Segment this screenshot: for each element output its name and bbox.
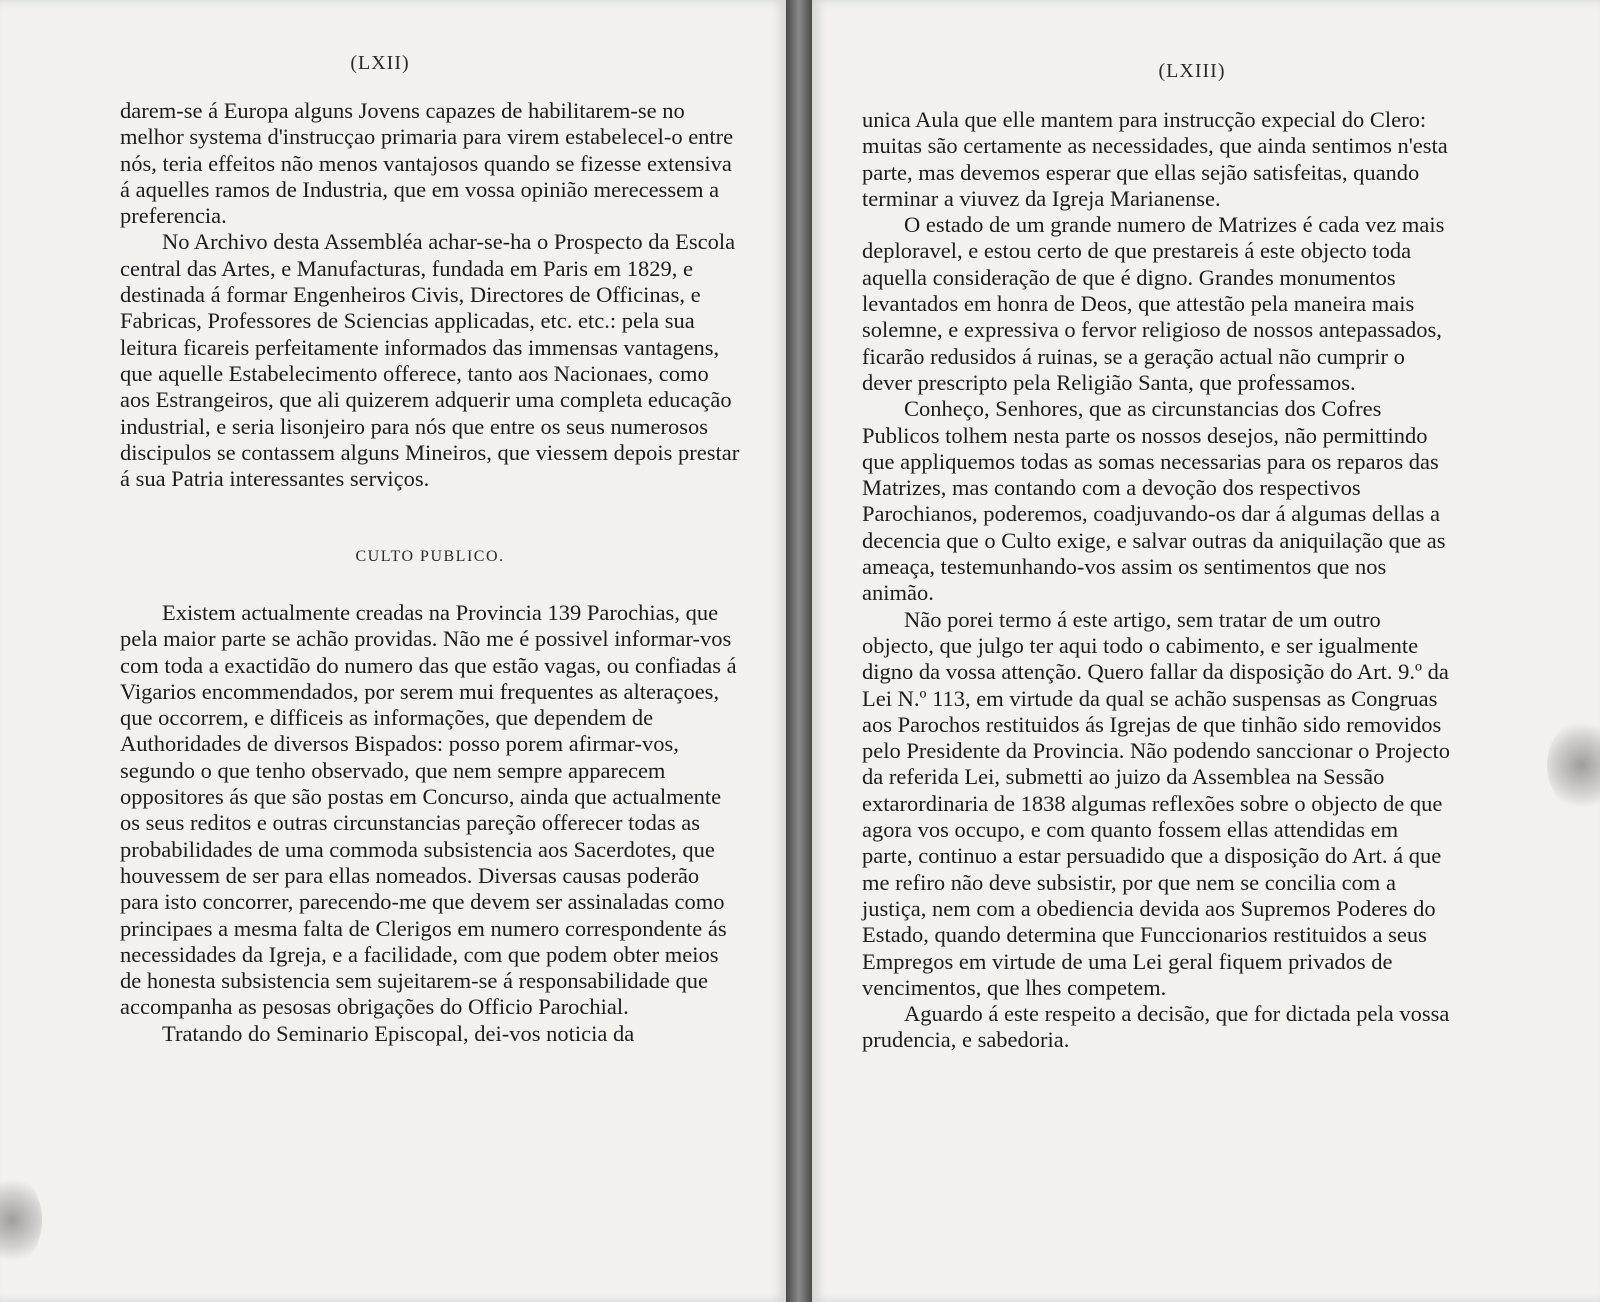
paragraph: Aguardo á este respeito a decisão, que for dictada pela vossa prudencia, e sabedoria. bbox=[862, 1001, 1450, 1053]
paragraph: O estado de um grande numero de Matrizes é cada vez mais deploravel, e estou certo de que prestareis á este objecto toda aquella consideração de que é digno. Grandes monumentos levantados em honra de Deos, que attestão pela maneira mais solemne, e expressiva o fervor religioso de nossos antepassados, ficarão redusidos á ruinas, se a geração actual não cumprir o dever prescripto pela Religião Santa, que professamos. bbox=[862, 212, 1445, 395]
text-block-left-top bbox=[120, 98, 740, 492]
page-stain bbox=[1547, 720, 1600, 810]
paragraph: Tratando do Seminario Episcopal, dei-vos noticia da bbox=[162, 1020, 635, 1046]
text-block-right bbox=[862, 107, 1452, 1054]
book-gutter bbox=[786, 0, 812, 1302]
paragraph: unica Aula que elle mantem para instrucção expecial do Clero: muitas são certamente as necessidades, que ainda sentimos n'esta parte, mas devemos esperar que ellas sejão satisfeitas, quando terminar a viuvez da Igreja Marianense. bbox=[862, 107, 1448, 211]
page-stain bbox=[0, 1175, 42, 1265]
left-page bbox=[0, 0, 786, 1302]
paragraph: Não porei termo á este artigo, sem tratar de um outro objecto, que julgo ter aqui todo o cabimento, e ser igualmente digno da vossa attenção. Quero fallar da disposição do Art. 9.º da Lei N.º 113, em virtude da qual se achão suspensas as Congruas aos Parochos restituidos ás Igrejas de que tinhão sido removidos pelo Presidente da Provincia. Não podendo sanccionar o Projecto da referida Lei, submetti ao juizo da Assemblea na Sessão extarordinaria de 1838 algumas reflexões sobre o objecto de que agora vos occupo, e com quanto fossem ellas attendidas em parte, continuo a estar persuadido que a disposição do Art. á que me refiro não deve subsistir, por que nem se concilia com a justiça, nem com a obediencia devida aos Supremos Poderes do Estado, quando determina que Funccionarios restituidos a seus Empregos em virtude de uma Lei geral fiquem privados de vencimentos, que lhes competem. bbox=[862, 606, 1450, 1000]
paragraph: Existem actualmente creadas na Provincia 139 Parochias, que pela maior parte se achão providas. Não me é possivel informar-vos com toda a exactidão do numero das que estão vagas, ou confiadas á Vigarios encommendados, por serem mui frequentes as alteraçoes, que occorrem, e difficeis as informações, que dependem de Authoridades de diversos Bispados: posso porem afirmar-vos, segundo o que tenho observado, que nem sempre apparecem oppositores ás que são postas em Concurso, ainda que actualmente os seus reditos e outras circunstancias pareção offerecer todas as probabilidades de uma commoda subsistencia aos Sacerdotes, que houvessem de ser para ellas nomeados. Diversas causas poderão para isto concorrer, parecendo-me que devem ser assinaladas como principaes a mesma falta de Clerigos em numero correspondente ás necessidades da Igreja, e a facilidade, com que podem obter meios de honesta subsistencia sem sujeitarem-se á responsabilidade que accompanha as pesosas obrigações do Officio Parochial. bbox=[120, 600, 737, 1020]
page-number-right: (LXIII) bbox=[1158, 60, 1226, 82]
paragraph: No Archivo desta Assembléa achar-se-ha o Prospecto da Escola central das Artes, e Manufacturas, fundada em Paris em 1829, e destinada á formar Engenheiros Civis, Directores de Officinas, e Fabricas, Professores de Sciencias applicadas, etc. etc.: pela sua leitura ficareis perfeitamente informados das immensas vantagens, que aquelle Estabelecimento offerece, tanto aos Nacionaes, como aos Estrangeiros, que ali quizerem adquerir uma completa educação industrial, e seria lisonjeiro para nós que entre os seus numerosos discipulos se contassem alguns Mineiros, que viessem depois prestar á sua Patria interessantes serviços. bbox=[120, 229, 740, 492]
section-heading: CULTO PUBLICO. bbox=[355, 548, 505, 565]
paragraph: Conheço, Senhores, que as circunstancias dos Cofres Publicos tolhem nesta parte os nossos desejos, não permittindo que appliquemos todas as somas necessarias para os reparos das Matrizes, mas contando com a devoção dos respectivos Parochianos, poderemos, coadjuvando-os dar á algumas dellas a decencia que o Culto exige, e salvar outras da aniquilação que as ameaça, testemunhando-vos assim os sentimentos que nos animão. bbox=[862, 396, 1446, 606]
page-number-left: (LXII) bbox=[350, 52, 410, 74]
paragraph: darem-se á Europa alguns Jovens capazes de habilitarem-se no melhor systema d'instrucçao primaria para virem estabelecel-o entre nós, teria effeitos não menos vantajosos quando se fizesse extensiva á aquelles ramos de Industria, que em vossa opinião merecessem a preferencia. bbox=[120, 98, 734, 229]
text-block-left-bottom bbox=[120, 600, 740, 1047]
right-page bbox=[812, 0, 1600, 1302]
